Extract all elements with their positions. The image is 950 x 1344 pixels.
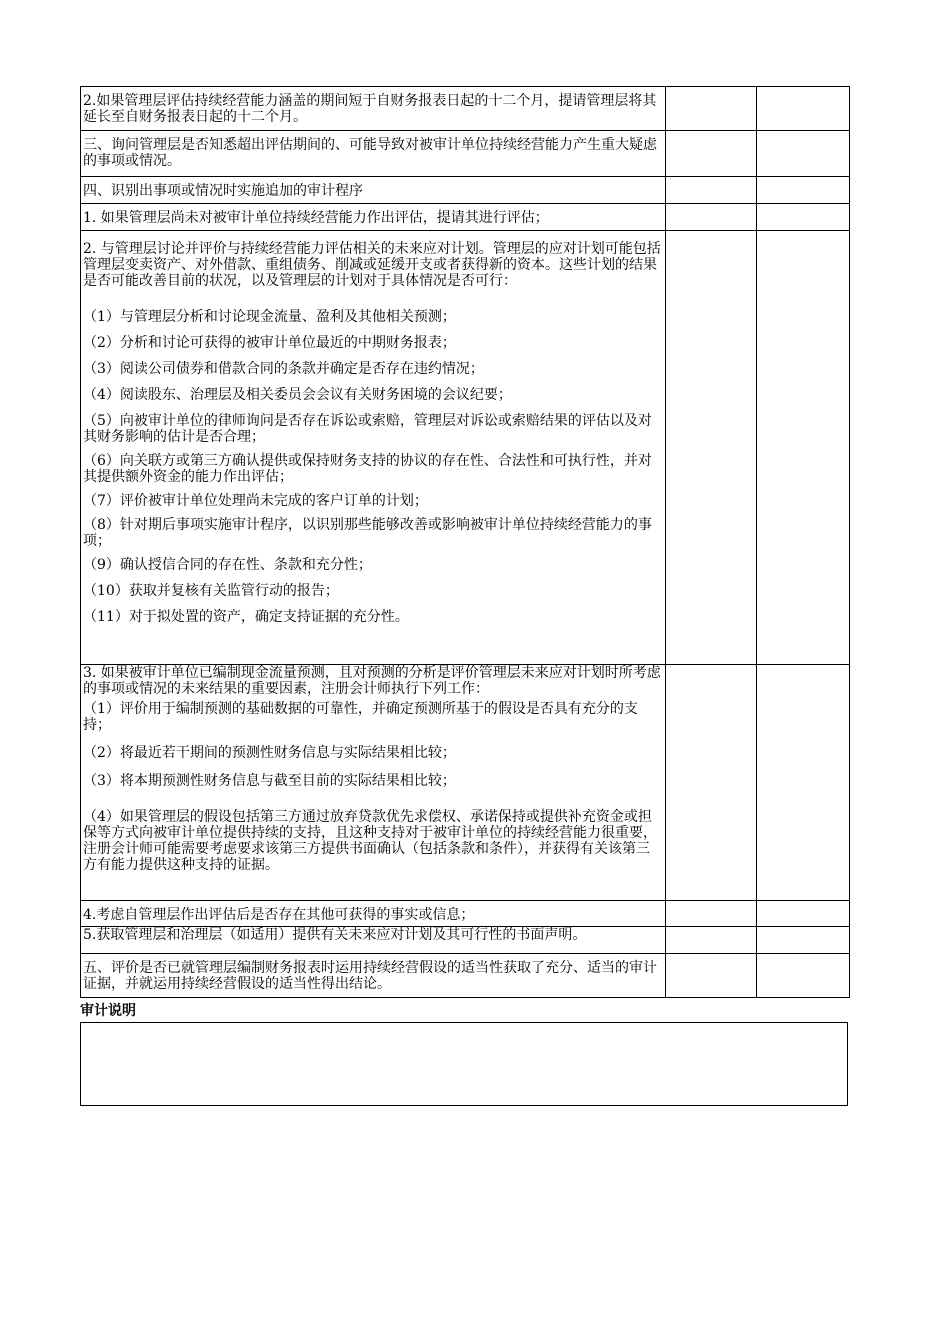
forecast-item: （4）如果管理层的假设包括第三方通过放弃贷款优先求偿权、承诺保持或提供补充资金或担保等方式向被审计单位提供持续的支持，且这种支持对于被审计单位的持续经营能力很重要，注册会计师可能需要考虑要求该第三方提供书面确认（包括条款和条件），并获得有关该第三方有能力提供这种支持的证据。 [83, 809, 657, 873]
table-row [81, 927, 850, 954]
forecast-item: （2）将最近若干期间的预测性财务信息与实际结果相比较； [83, 745, 456, 761]
table-row [81, 665, 850, 901]
plan-item: （1）与管理层分析和讨论现金流量、盈利及其他相关预测； [83, 309, 456, 325]
procedure-cell [81, 927, 666, 954]
plan-item: （8）针对期后事项实施审计程序，以识别那些能够改善或影响被审计单位持续经营能力的事项； [83, 517, 652, 549]
table-row [81, 131, 850, 177]
reference-cell[interactable] [757, 177, 850, 204]
forecast-item: （3）将本期预测性财务信息与截至目前的实际结果相比较； [83, 773, 456, 789]
procedure-cell [81, 231, 666, 665]
check-cell[interactable] [666, 231, 757, 665]
reference-cell[interactable] [757, 204, 850, 231]
check-cell[interactable] [666, 131, 757, 177]
check-cell[interactable] [666, 204, 757, 231]
plan-item: （2）分析和讨论可获得的被审计单位最近的中期财务报表； [83, 335, 456, 351]
reference-cell[interactable] [757, 131, 850, 177]
check-cell[interactable] [666, 87, 757, 131]
audit-procedure-sheet [80, 86, 848, 1106]
table-row [81, 177, 850, 204]
check-cell[interactable] [666, 665, 757, 901]
procedure-text: 四、识别出事项或情况时实施追加的审计程序 [83, 183, 363, 199]
check-cell[interactable] [666, 927, 757, 954]
reference-cell[interactable] [757, 231, 850, 665]
procedure-text: 1. 如果管理层尚未对被审计单位持续经营能力作出评估，提请其进行评估； [83, 210, 549, 226]
plan-item: （4）阅读股东、治理层及相关委员会会议有关财务困境的会议纪要； [83, 387, 512, 403]
reference-cell[interactable] [757, 87, 850, 131]
plan-item: （10）获取并复核有关监管行动的报告； [83, 583, 339, 599]
plan-item: （9）确认授信合同的存在性、条款和充分性； [83, 557, 372, 573]
reference-cell[interactable] [757, 927, 850, 954]
table-row [81, 231, 850, 665]
procedure-text: 五、评价是否已就管理层编制财务报表时运用持续经营假设的适当性获取了充分、适当的审计证据，并就运用持续经营假设的适当性得出结论。 [83, 960, 657, 992]
plan-intro: 2. 与管理层讨论并评价与持续经营能力评估相关的未来应对计划。管理层的应对计划可能包括管理层变卖资产、对外借款、重组债务、削减或延缓开支或者获得新的资本。这些计划的结果是否可能改善目前的状况，以及管理层的计划对于具体情况是否可行： [83, 241, 661, 289]
procedure-text: 5.获取管理层和治理层（如适用）提供有关未来应对计划及其可行性的书面声明。 [83, 927, 587, 943]
plan-item: （6）向关联方或第三方确认提供或保持财务支持的协议的存在性、合法性和可执行性，并对其提供额外资金的能力作出评估； [83, 453, 652, 485]
procedure-cell [81, 954, 666, 998]
procedure-cell [81, 665, 666, 901]
procedure-table [80, 86, 850, 998]
check-cell[interactable] [666, 901, 757, 927]
forecast-item: （1）评价用于编制预测的基础数据的可靠性，并确定预测所基于的假设是否具有充分的支持； [83, 701, 638, 733]
procedure-cell [81, 901, 666, 927]
procedure-cell [81, 131, 666, 177]
plan-item: （7）评价被审计单位处理尚未完成的客户订单的计划； [83, 493, 428, 509]
table-row [81, 204, 850, 231]
procedure-cell [81, 177, 666, 204]
reference-cell[interactable] [757, 665, 850, 901]
forecast-intro: 3. 如果被审计单位已编制现金流量预测，且对预测的分析是评价管理层未来应对计划时所考虑的事项或情况的未来结果的重要因素，注册会计师执行下列工作： [83, 665, 661, 697]
table-row [81, 901, 850, 927]
table-row [81, 87, 850, 131]
plan-item: （3）阅读公司债券和借款合同的条款并确定是否存在违约情况； [83, 361, 484, 377]
check-cell[interactable] [666, 177, 757, 204]
plan-item: （5）向被审计单位的律师询问是否存在诉讼或索赔，管理层对诉讼或索赔结果的评估以及对其财务影响的估计是否合理； [83, 413, 652, 445]
procedure-text: 2.如果管理层评估持续经营能力涵盖的期间短于自财务报表日起的十二个月，提请管理层将其延长至自财务报表日起的十二个月。 [83, 93, 657, 125]
procedure-cell [81, 204, 666, 231]
audit-notes-box[interactable] [80, 1022, 848, 1106]
procedure-text: 三、询问管理层是否知悉超出评估期间的、可能导致对被审计单位持续经营能力产生重大疑虑的事项或情况。 [83, 137, 657, 169]
procedure-text: 4.考虑自管理层作出评估后是否存在其他可获得的事实或信息； [83, 907, 475, 923]
reference-cell[interactable] [757, 901, 850, 927]
plan-item: （11）对于拟处置的资产，确定支持证据的充分性。 [83, 609, 409, 625]
table-row [81, 954, 850, 998]
procedure-cell [81, 87, 666, 131]
reference-cell[interactable] [757, 954, 850, 998]
check-cell[interactable] [666, 954, 757, 998]
audit-notes-title: 审计说明 [80, 1003, 136, 1019]
